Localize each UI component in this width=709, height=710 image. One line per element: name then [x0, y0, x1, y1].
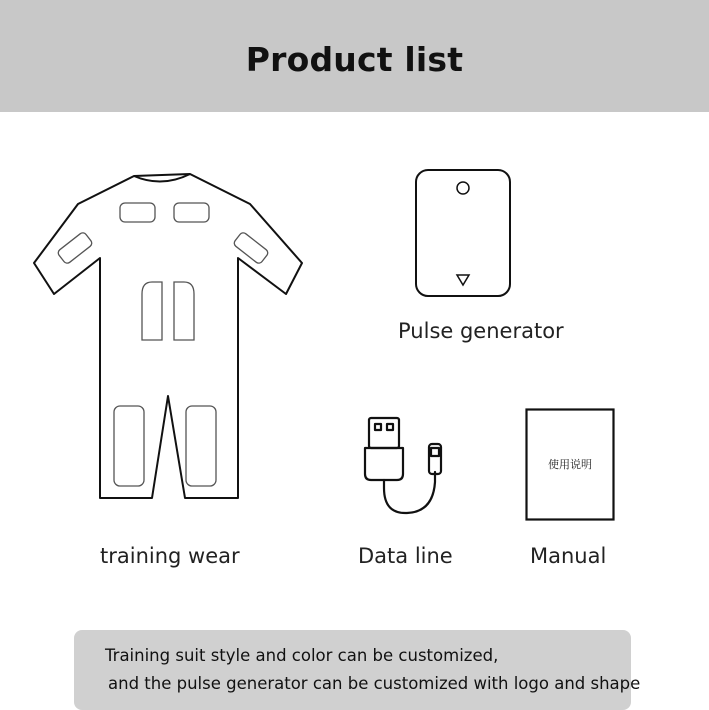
page-title: Product list: [245, 40, 464, 79]
label-data-line: Data line: [358, 544, 453, 568]
note-line-1: Training suit style and color can be customized,: [105, 646, 499, 665]
label-training-wear: training wear: [100, 544, 240, 568]
manual-cover-text: 使用说明: [548, 458, 592, 471]
usb-cable-icon: [355, 412, 450, 522]
header-bar: [0, 0, 709, 112]
customization-note: [74, 630, 641, 710]
pulse-generator-icon: [414, 168, 512, 298]
label-pulse-generator: Pulse generator: [398, 319, 564, 343]
training-suit-icon: [28, 168, 308, 508]
note-line-2: and the pulse generator can be customized with logo and shape: [108, 674, 641, 693]
label-manual: Manual: [530, 544, 607, 568]
